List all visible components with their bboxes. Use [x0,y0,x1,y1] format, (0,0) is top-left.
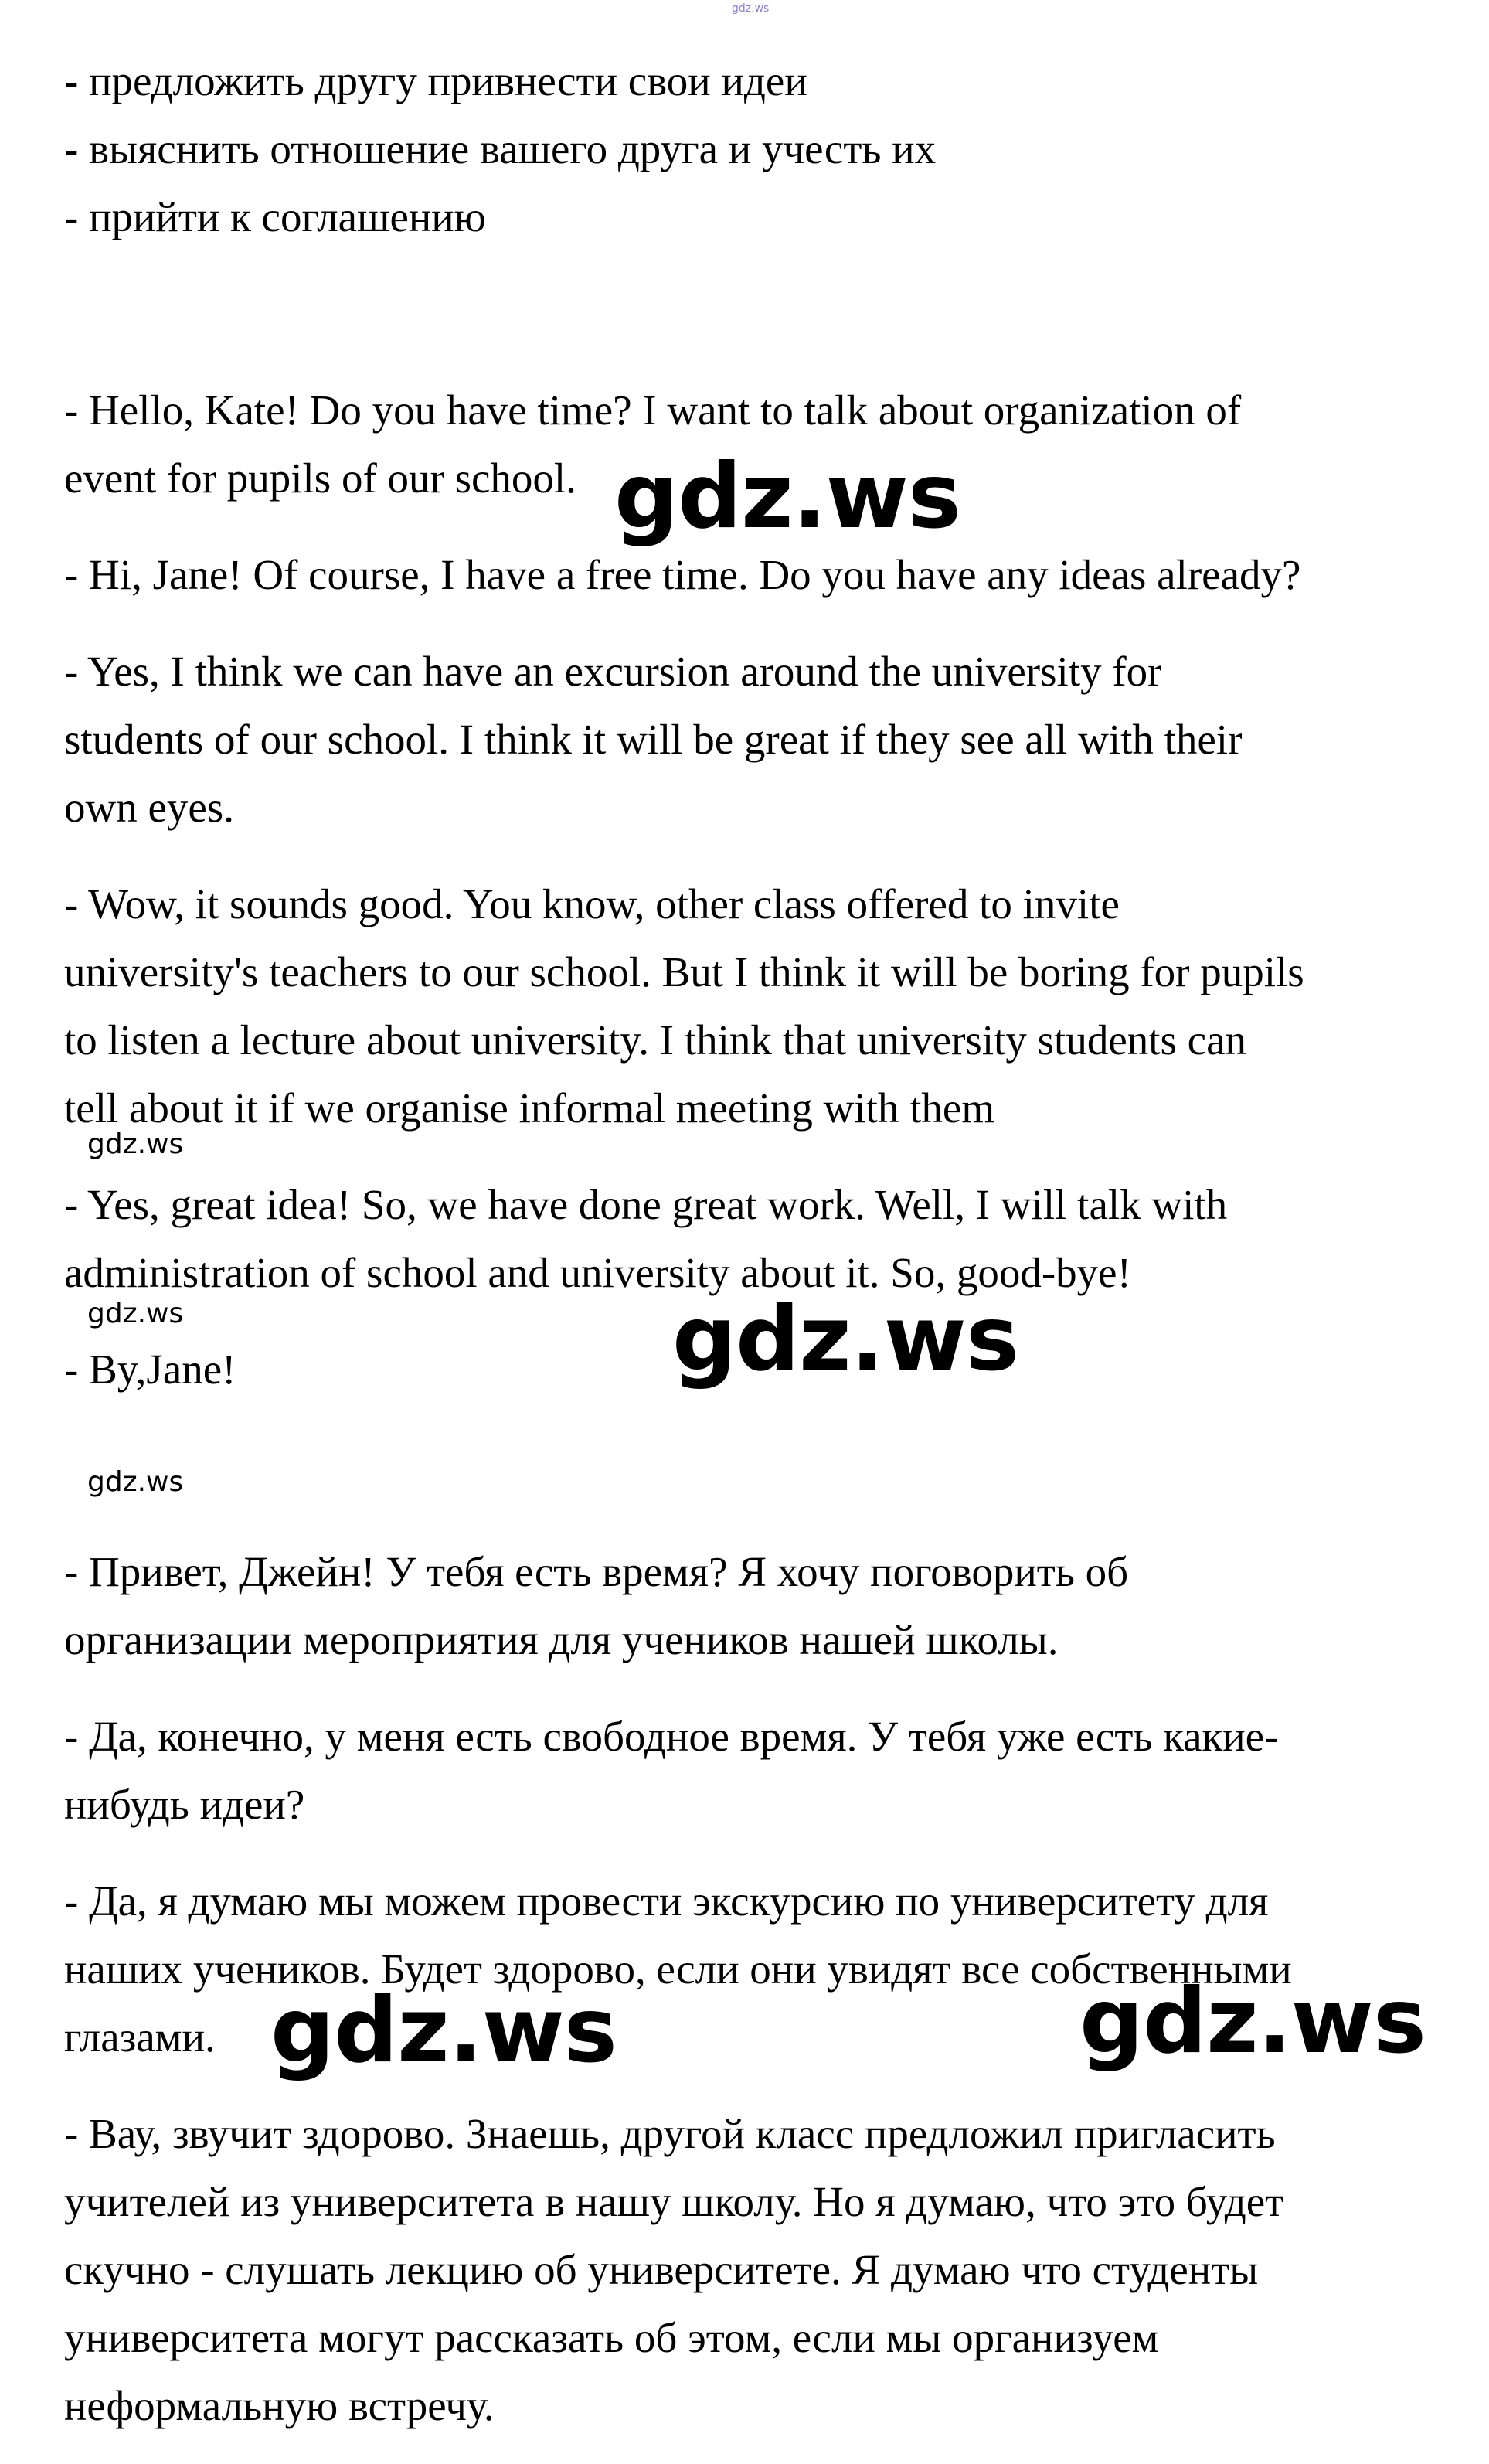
dialogue-en-line: university's teachers to our school. But I think it will be boring for pupils [64,948,1304,995]
dialogue-en-line: - Yes, great idea! So, we have done great work. Well, I will talk with [64,1181,1228,1228]
task-item: - прийти к соглашению [64,193,486,240]
header-watermark: gdz.ws [732,2,770,15]
task-item: - выяснить отношение вашего друга и учесть их [64,125,937,172]
watermark: gdz.ws [87,1466,184,1498]
dialogue-ru-line: скучно - слушать лекцию об университете. Я думаю что студенты [64,2246,1259,2293]
dialogue-ru-line: организации мероприятия для учеников нашей школы. [64,1616,1059,1663]
task-item: - предложить другу привнести свои идеи [64,57,807,104]
watermark: gdz.ws [87,1128,184,1160]
dialogue-en-line: students of our school. I think it will be great if they see all with their [64,716,1243,763]
dialogue-en-line: event for pupils of our school. [64,454,576,502]
dialogue-ru-line: наших учеников. Будет здорово, если они увидят все собственными [64,1945,1292,1993]
watermark: gdz.ws [672,1287,1018,1391]
dialogue-ru-line: - Привет, Джейн! У тебя есть время? Я хочу поговорить об [64,1548,1129,1595]
dialogue-en-line: own eyes. [64,784,234,831]
dialogue-en-line: administration of school and university about it. So, good-bye! [64,1249,1131,1296]
dialogue-en-line: - Yes, I think we can have an excursion around the university for [64,648,1162,695]
dialogue-ru-line: - Да, конечно, у меня есть свободное время. У тебя уже есть какие- [64,1713,1279,1760]
dialogue-en-line: tell about it if we organise informal meeting with them [64,1084,995,1132]
dialogue-ru-line: - Вау, звучит здорово. Знаешь, другой класс предложил пригласить [64,2110,1276,2157]
dialogue-ru-line: нибудь идеи? [64,1781,305,1828]
dialogue-en-line: to listen a lecture about university. I think that university students can [64,1016,1246,1064]
dialogue-ru-line: учителей из университета в нашу школу. Но я думаю, что это будет [64,2178,1284,2225]
watermark: gdz.ws [270,1979,617,2083]
dialogue-ru-line: глазами. [64,2013,216,2061]
dialogue-en-line: - Wow, it sounds good. You know, other class offered to invite [64,880,1120,927]
dialogue-en-line: - Hello, Kate! Do you have time? I want to talk about organization of [64,386,1242,434]
dialogue-ru-line: университета могут рассказать об этом, если мы организуем [64,2314,1159,2361]
dialogue-en-line: - Hi, Jane! Of course, I have a free time. Do you have any ideas already? [64,551,1301,598]
dialogue-ru-line: - Да, я думаю мы можем провести экскурсию по университету для [64,1877,1269,1925]
watermark: gdz.ws [1079,1969,1426,2074]
dialogue-ru-line: неформальную встречу. [64,2382,495,2429]
watermark: gdz.ws [87,1298,184,1329]
dialogue-en-line: - By,Jane! [64,1346,236,1393]
watermark: gdz.ws [614,444,960,549]
